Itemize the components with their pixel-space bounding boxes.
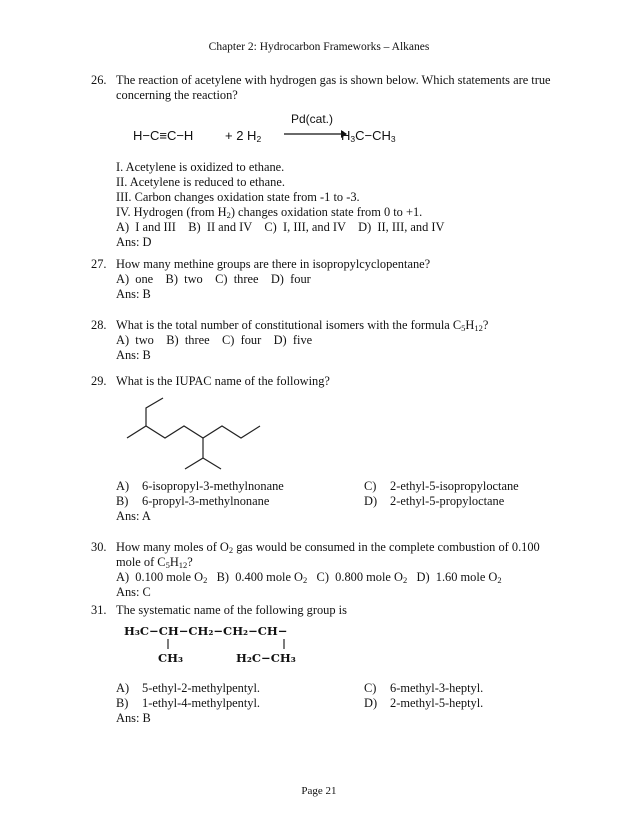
reactant-acetylene: H−C≡C−H [133,128,194,143]
question-31-options [91,681,561,726]
question-text-line2: mole of $C_5H_{12}$? [116,555,193,570]
question-31 [91,603,561,618]
skeletal-structure-q29 [122,395,272,477]
reactant-hydrogen: + 2 $H_2$ [225,128,262,144]
reaction-equation [133,113,433,145]
question-29 [91,374,561,389]
question-number: 29. [91,374,107,388]
question-text: The systematic name of the following group is [116,603,347,617]
statement-3: III. Carbon changes oxidation state from -1 to -3. [116,190,360,204]
structural-formula-q31 [124,624,324,666]
statement-2: II. Acetylene is reduced to ethane. [116,175,285,189]
option-b: 1-ethyl-4-methylpentyl. [142,696,261,710]
page-header: Chapter 2: Hydrocarbon Frameworks – Alkanes [208,41,430,53]
answer-options: A) I and III B) II and IV C) I, III, and IV D) II, III, and IV [116,220,445,234]
formula-methyl-branch: CH₃ [158,651,184,665]
question-27 [91,257,561,302]
formula-ethyl-branch: H₂C−CH₃ [236,651,296,665]
question-number: 31. [91,603,107,617]
option-b: 6-propyl-3-methylnonane [142,494,270,508]
question-number: 30. [91,540,107,554]
option-c: 2-ethyl-5-isopropyloctane [390,479,519,493]
answer-options: A) 0.100 mole $O_2$ B) 0.400 mole $O_2$ C) 0.800 mole $O_2$ D) 1.60 mole $O_2$ [116,570,502,585]
answer: Ans: D [116,235,152,249]
option-b-label: B) [116,696,129,710]
answer: Ans: A [116,509,151,523]
question-number: 27. [91,257,107,271]
option-d-label: D) [364,494,378,508]
option-a-label: A) [116,479,130,493]
question-28 [91,318,561,363]
question-text: What is the IUPAC name of the following? [116,374,330,388]
statement-4: IV. Hydrogen (from $H_2$) changes oxidation state from 0 to +1. [116,205,423,220]
option-c: 6-methyl-3-heptyl. [390,681,484,695]
question-30 [91,540,561,600]
question-text: How many methine groups are there in isopropylcyclopentane? [116,257,431,271]
option-d: 2-ethyl-5-propyloctane [390,494,505,508]
option-c-label: C) [364,681,377,695]
answer: Ans: B [116,711,151,725]
answer: Ans: B [116,287,151,301]
catalyst-label: Pd(cat.) [291,112,334,126]
question-29-options [91,479,561,524]
question-text-line1: How many moles of $O_2$ gas would be consumed in the complete combustion of 0.100 [116,540,540,555]
option-c-label: C) [364,479,377,493]
option-b-label: B) [116,494,129,508]
question-number: 28. [91,318,107,332]
answer-options: A) one B) two C) three D) four [116,272,311,286]
answer: Ans: B [116,348,151,362]
question-26 [91,73,561,103]
question-text: What is the total number of constitutional isomers with the formula $C_5H_{12}$? [116,318,489,333]
option-a: 5-ethyl-2-methylpentyl. [142,681,261,695]
formula-bonds [124,637,324,651]
option-a: 6-isopropyl-3-methylnonane [142,479,284,493]
reaction-arrow [283,127,347,141]
question-26-statements [91,160,561,250]
question-number: 26. [91,73,107,87]
page-footer: Page 21 [301,785,337,797]
option-d-label: D) [364,696,378,710]
answer: Ans: C [116,585,151,599]
statement-1: I. Acetylene is oxidized to ethane. [116,160,285,174]
formula-main-chain: H₃C−CH−CH₂−CH₂−CH− [124,624,288,638]
product-ethane: $H_3C-CH_3$ [341,128,396,144]
question-text: The reaction of acetylene with hydrogen gas is shown below. Which statements are true concerning the reaction? [116,73,551,102]
option-a-label: A) [116,681,130,695]
answer-options: A) two B) three C) four D) five [116,333,313,347]
option-d: 2-methyl-5-heptyl. [390,696,484,710]
